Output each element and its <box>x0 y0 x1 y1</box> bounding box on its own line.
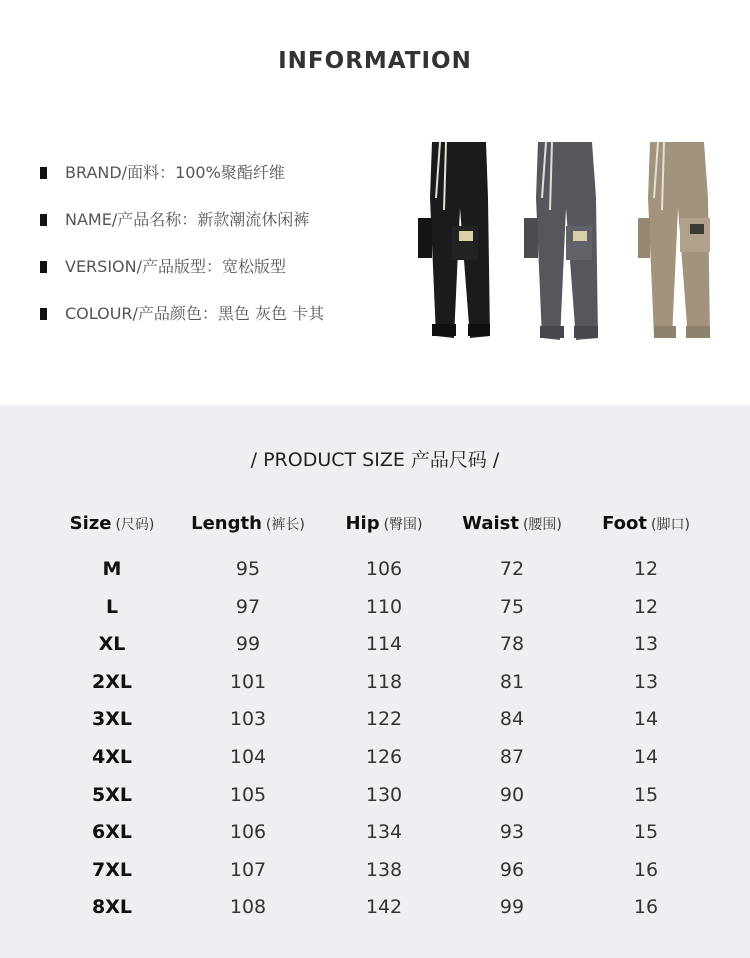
measurement-cell: 13 <box>633 633 659 656</box>
size-cell: 4XL <box>92 746 132 768</box>
measurement-cell: 13 <box>633 670 659 693</box>
size-cell: M <box>102 558 122 580</box>
measurement-cell: 107 <box>229 858 267 881</box>
info-item-name: NAME/产品名称：新款潮流休闲裤 <box>40 207 309 230</box>
measurement-cell: 126 <box>365 746 403 768</box>
measurement-cell: 99 <box>499 896 525 919</box>
size-chart-section <box>0 405 750 958</box>
header-label-cn: (臀围) <box>383 517 423 533</box>
measurement-cell: 122 <box>365 708 403 731</box>
measurement-cell: 16 <box>633 896 659 919</box>
khaki-pants-image <box>638 142 710 338</box>
header-label-en: Size <box>69 513 112 534</box>
measurement-cell: 97 <box>235 595 261 618</box>
info-item-brand: BRAND/面料：100%聚酯纤维 <box>40 160 285 183</box>
size-cell: 6XL <box>92 821 132 844</box>
measurement-cell: 12 <box>633 558 659 580</box>
measurement-cell: 106 <box>229 821 267 844</box>
measurement-cell: 14 <box>633 746 659 768</box>
measurement-cell: 104 <box>229 746 267 768</box>
size-table-header-length <box>191 513 305 534</box>
measurement-cell: 134 <box>365 821 403 844</box>
measurement-cell: 138 <box>365 858 403 881</box>
measurement-cell: 75 <box>499 595 525 618</box>
size-table-header-size <box>70 513 155 534</box>
measurement-cell: 14 <box>633 708 659 731</box>
black-pants-image <box>418 142 490 338</box>
size-cell: 7XL <box>92 858 132 881</box>
measurement-cell: 103 <box>229 708 267 731</box>
header-label-cn: (脚口) <box>650 517 690 533</box>
measurement-cell: 93 <box>499 821 525 844</box>
size-chart-title: / PRODUCT SIZE 产品尺码 / <box>250 449 500 471</box>
square-bullet-icon <box>40 261 47 273</box>
measurement-cell: 81 <box>499 670 525 693</box>
measurement-cell: 87 <box>499 746 525 768</box>
measurement-cell: 84 <box>499 708 525 731</box>
grey-pants-image <box>524 142 598 340</box>
square-bullet-icon <box>40 308 47 320</box>
measurement-cell: 95 <box>235 558 261 580</box>
measurement-cell: 12 <box>633 595 659 618</box>
measurement-cell: 142 <box>365 896 403 919</box>
info-item-version: VERSION/产品版型：宽松版型 <box>40 254 286 277</box>
info-item-colour: COLOUR/产品颜色：黑色 灰色 卡其 <box>40 301 324 324</box>
measurement-cell: 16 <box>633 858 659 881</box>
measurement-cell: 90 <box>499 783 525 806</box>
measurement-cell: 15 <box>633 821 659 844</box>
information-section <box>0 0 750 405</box>
measurement-cell: 96 <box>499 858 525 881</box>
measurement-cell: 110 <box>365 595 403 618</box>
size-table-header-foot <box>602 513 690 534</box>
measurement-cell: 78 <box>499 633 525 656</box>
size-cell: XL <box>98 633 126 656</box>
measurement-cell: 130 <box>365 783 403 806</box>
measurement-cell: 114 <box>365 633 403 656</box>
header-label-cn: (裤长) <box>265 517 305 533</box>
measurement-cell: 108 <box>229 896 267 919</box>
header-label-cn: (尺码) <box>115 517 155 533</box>
measurement-cell: 105 <box>229 783 267 806</box>
measurement-cell: 101 <box>229 670 267 693</box>
measurement-cell: 15 <box>633 783 659 806</box>
page-title: INFORMATION <box>278 48 472 74</box>
measurement-cell: 106 <box>365 558 403 580</box>
header-label-en: Hip <box>345 513 380 534</box>
product-images <box>410 138 715 348</box>
size-cell: 8XL <box>92 896 132 919</box>
measurement-cell: 72 <box>499 558 525 580</box>
size-cell: 5XL <box>92 783 132 806</box>
header-label-en: Foot <box>602 513 647 534</box>
square-bullet-icon <box>40 167 47 179</box>
header-label-cn: (腰围) <box>522 517 562 533</box>
header-label-en: Length <box>191 513 262 534</box>
size-cell: 3XL <box>92 708 132 731</box>
size-cell: 2XL <box>92 670 132 693</box>
header-label-en: Waist <box>462 513 519 534</box>
measurement-cell: 118 <box>365 670 403 693</box>
size-cell: L <box>105 595 119 618</box>
square-bullet-icon <box>40 214 47 226</box>
size-table-header-hip <box>345 513 422 534</box>
measurement-cell: 99 <box>235 633 261 656</box>
size-table-header-waist <box>462 513 562 534</box>
